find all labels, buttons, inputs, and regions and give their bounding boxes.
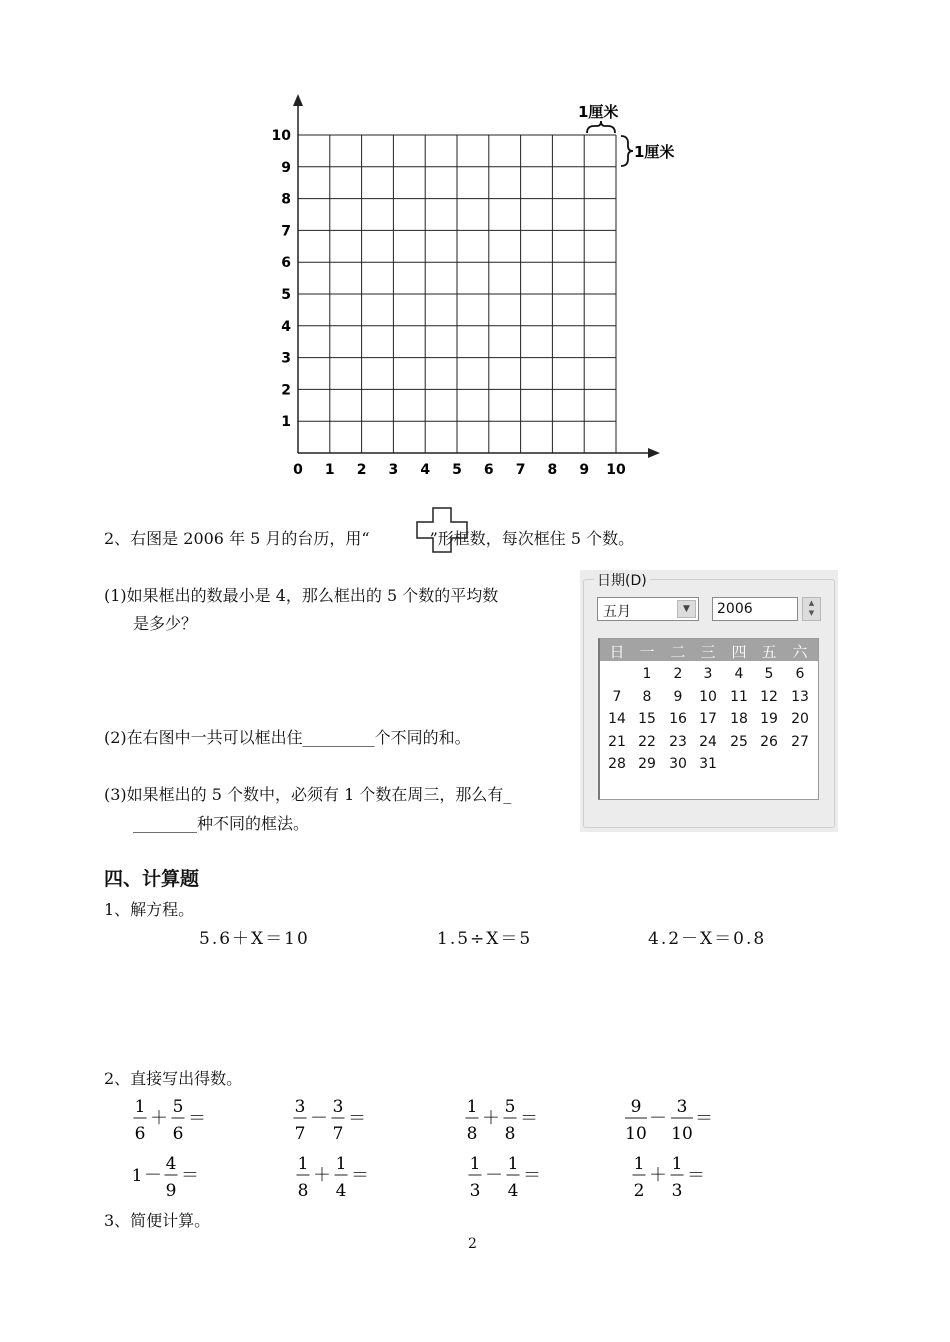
weekday-label: 一 [639, 643, 655, 661]
fraction-numerator: 9 [630, 1097, 642, 1117]
fraction-denominator: 6 [172, 1124, 184, 1144]
fraction-denominator: 4 [335, 1181, 347, 1201]
calendar-day[interactable]: 18 [730, 711, 748, 728]
calendar-widget [580, 570, 838, 832]
x-tick-label: 5 [452, 462, 462, 478]
section-title: 四、计算题 [104, 868, 200, 890]
weekday-label: 五 [761, 643, 777, 661]
x-tick-label: 6 [483, 462, 494, 478]
q2-intro-before: 2、右图是 2006 年 5 月的台历，用“ [104, 529, 370, 548]
y-tick-label: 7 [281, 223, 291, 240]
fraction-expression [297, 1154, 370, 1201]
calendar-day[interactable]: 16 [669, 711, 687, 728]
weekday-label: 三 [700, 643, 716, 661]
y-axis [293, 94, 303, 453]
operator: － [144, 1165, 162, 1186]
fraction-numerator: 3 [332, 1097, 344, 1117]
x-axis-arrow [648, 448, 660, 458]
year-input[interactable] [712, 597, 798, 621]
y-tick-label: 6 [281, 255, 291, 272]
right-brace [621, 136, 633, 166]
calendar-day[interactable]: 4 [734, 666, 744, 682]
calendar-day[interactable]: 1 [642, 666, 652, 682]
fraction-denominator: 2 [633, 1181, 645, 1201]
operator: ＝ [520, 1108, 538, 1129]
calendar-grid [598, 638, 819, 800]
operator: ＝ [188, 1108, 206, 1129]
fraction-expression [466, 1097, 539, 1144]
y-tick-label: 8 [281, 191, 291, 208]
y-tick-label: 1 [281, 414, 291, 431]
top-brace [587, 121, 615, 133]
operator: － [310, 1108, 328, 1129]
calendar-day[interactable]: 19 [760, 711, 778, 728]
fraction-denominator: 10 [671, 1124, 693, 1144]
operator: ＝ [181, 1165, 199, 1186]
coordinate-grid [0, 0, 950, 500]
y-tick-label: 4 [281, 318, 291, 335]
fraction-numerator: 1 [466, 1097, 478, 1117]
y-tick-label: 3 [281, 350, 291, 367]
operator: ＋ [649, 1165, 667, 1186]
calendar-day[interactable]: 7 [612, 688, 622, 705]
q2-intro-after: ”形框数，每次框住 5 个数。 [429, 529, 635, 548]
weekday-label: 四 [731, 643, 747, 661]
calendar-day[interactable]: 28 [608, 756, 626, 773]
year-spinner[interactable] [802, 597, 821, 621]
equation-3: 4.2－X＝0.8 [648, 929, 767, 949]
fraction-expression [132, 1154, 199, 1201]
q2-sub2: (2)在右图中一共可以框出住_________个不同的和。 [104, 728, 471, 747]
operator: ＋ [482, 1108, 500, 1129]
calendar-day[interactable]: 27 [791, 733, 809, 750]
operator: － [485, 1165, 503, 1186]
equation-2: 1.5÷X＝5 [437, 929, 533, 949]
y-tick-label: 9 [281, 159, 291, 176]
q2-sub1-line1: (1)如果框出的数最小是 4，那么框出的 5 个数的平均数 [104, 586, 499, 605]
calendar-day[interactable]: 3 [703, 666, 713, 682]
calendar-day[interactable]: 15 [638, 711, 656, 728]
fraction-numerator: 1 [671, 1154, 683, 1174]
year-value: 2006 [717, 601, 753, 617]
whole-number: 1 [131, 1166, 143, 1186]
weekday-header [600, 639, 818, 661]
operator: ＋ [313, 1165, 331, 1186]
q3-label: 3、简便计算。 [104, 1211, 211, 1230]
spin-down-icon[interactable]: ▼ [808, 609, 815, 617]
fraction-numerator: 1 [134, 1097, 146, 1117]
month-value: 五月 [603, 604, 631, 620]
calendar-day[interactable]: 21 [608, 733, 626, 750]
calendar-day[interactable]: 5 [764, 666, 774, 682]
fraction-exercises [0, 1090, 950, 1205]
grid-lines [298, 135, 616, 453]
chevron-down-icon[interactable]: ▼ [677, 600, 696, 618]
calendar-day[interactable]: 20 [791, 711, 809, 728]
calendar-day[interactable]: 24 [699, 733, 717, 750]
y-tick-label: 10 [271, 128, 291, 144]
fraction-numerator: 1 [469, 1154, 481, 1174]
fraction-numerator: 3 [676, 1097, 688, 1117]
fraction-expression [625, 1097, 713, 1144]
x-tick-label: 9 [579, 462, 590, 478]
calendar-day[interactable]: 11 [730, 688, 748, 705]
equation-1: 5.6＋X＝10 [199, 929, 310, 949]
y-tick-label: 2 [281, 382, 291, 399]
operator: ＝ [348, 1108, 366, 1129]
x-tick-label: 0 [293, 462, 303, 478]
unit-label-top: 1厘米 [578, 103, 619, 121]
x-tick-label: 8 [547, 462, 558, 478]
operator: ＝ [351, 1165, 369, 1186]
month-select[interactable] [597, 597, 699, 621]
calendar-day[interactable]: 13 [791, 688, 809, 705]
calendar-day[interactable]: 26 [760, 733, 778, 750]
calendar-legend: 日期(D) [594, 570, 650, 590]
fraction-denominator: 4 [507, 1181, 519, 1201]
fraction-denominator: 7 [332, 1124, 344, 1144]
fraction-denominator: 10 [625, 1124, 647, 1144]
spin-up-icon[interactable]: ▲ [808, 599, 815, 607]
calendar-day[interactable]: 9 [673, 688, 683, 705]
calendar-day[interactable]: 8 [642, 688, 652, 705]
weekday-label: 二 [670, 643, 686, 661]
weekday-label: 六 [792, 643, 808, 661]
x-tick-label: 10 [606, 462, 626, 478]
calendar-day[interactable]: 23 [669, 733, 687, 750]
fraction-denominator: 7 [294, 1124, 306, 1144]
x-tick-label: 2 [356, 462, 367, 478]
fraction-denominator: 8 [297, 1181, 309, 1201]
fraction-numerator: 3 [294, 1097, 306, 1117]
calendar-day[interactable]: 14 [608, 711, 626, 728]
calendar-day[interactable]: 12 [760, 688, 778, 705]
operator: ＝ [687, 1165, 705, 1186]
fraction-expression [469, 1154, 542, 1201]
x-tick-label: 1 [324, 462, 335, 478]
fraction-expression [134, 1097, 207, 1144]
x-tick-label: 4 [420, 462, 431, 478]
calendar-day[interactable]: 17 [699, 711, 717, 728]
page-number: 2 [468, 1236, 477, 1252]
operator: ＋ [150, 1108, 168, 1129]
fraction-expression [633, 1154, 706, 1201]
fraction-numerator: 5 [504, 1097, 516, 1117]
x-tick-label: 7 [515, 462, 526, 478]
x-axis [298, 448, 660, 458]
fraction-denominator: 3 [671, 1181, 683, 1201]
fraction-numerator: 1 [507, 1154, 519, 1174]
calendar-day[interactable]: 6 [795, 666, 805, 682]
fraction-numerator: 1 [633, 1154, 645, 1174]
calendar-day[interactable]: 22 [638, 733, 656, 750]
q2-sub3-line2: ________种不同的框法。 [133, 814, 310, 833]
fraction-expression [294, 1097, 367, 1144]
calendar-day[interactable]: 25 [730, 733, 748, 750]
q2-calc-label: 2、直接写出得数。 [104, 1069, 243, 1088]
fraction-denominator: 8 [504, 1124, 516, 1144]
fraction-denominator: 3 [469, 1181, 481, 1201]
calendar-day[interactable]: 30 [669, 756, 687, 773]
fraction-numerator: 1 [335, 1154, 347, 1174]
fraction-denominator: 6 [134, 1124, 146, 1144]
fraction-denominator: 9 [165, 1181, 177, 1201]
calendar-day[interactable]: 10 [699, 688, 717, 705]
weekday-label: 日 [609, 643, 625, 661]
fraction-denominator: 8 [466, 1124, 478, 1144]
operator: ＝ [695, 1108, 713, 1129]
calendar-day[interactable]: 31 [699, 756, 717, 773]
calendar-day[interactable]: 29 [638, 756, 656, 773]
x-tick-label: 3 [388, 462, 399, 478]
q2-sub3-line1: (3)如果框出的 5 个数中，必须有 1 个数在周三，那么有_ [104, 785, 512, 804]
fraction-numerator: 1 [297, 1154, 309, 1174]
q2-intro [104, 526, 634, 549]
unit-label-right: 1厘米 [634, 143, 675, 161]
fraction-numerator: 5 [172, 1097, 184, 1117]
y-axis-arrow [293, 94, 303, 106]
q1-label: 1、解方程。 [104, 900, 195, 919]
operator: ＝ [523, 1165, 541, 1186]
calendar-day[interactable]: 2 [673, 666, 683, 682]
operator: － [649, 1108, 667, 1129]
fraction-numerator: 4 [165, 1154, 177, 1174]
q2-sub1-line2: 是多少？ [133, 614, 198, 633]
y-tick-label: 5 [281, 287, 291, 303]
cross-shape-icon [415, 507, 469, 553]
